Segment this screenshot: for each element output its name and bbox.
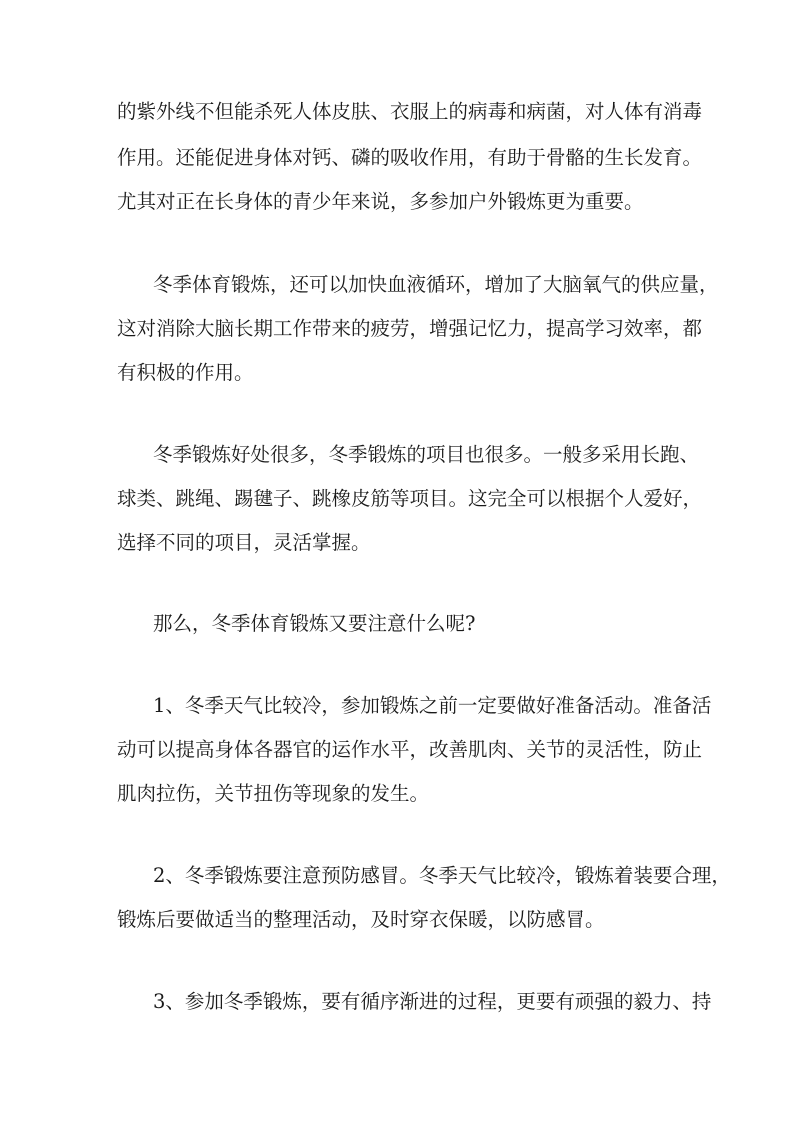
paragraph-1-line-3: 尤其对正在长身体的青少年来说，多参加户外锻炼更为重要。 [117,190,644,213]
paragraph-3-line-1: 冬季锻炼好处很多，冬季锻炼的项目也很多。一般多采用长跑、 [153,443,700,466]
paragraph-2-line-3: 有积极的作用。 [117,361,254,384]
paragraph-5-line-2: 动可以提高身体各器官的运作水平，改善肌肉、关节的灵活性，防止 [117,738,703,761]
paragraph-7-line-1: 3、参加冬季锻炼，要有循序渐进的过程，更要有顽强的毅力、持 [153,990,712,1013]
paragraph-6-line-2: 锻炼后要做适当的整理活动，及时穿衣保暖，以防感冒。 [117,908,605,931]
paragraph-5-line-3: 肌肉拉伤，关节扭伤等现象的发生。 [117,782,430,805]
paragraph-6-line-1: 2、冬季锻炼要注意预防感冒。冬季天气比较冷，锻炼着装要合理， [153,864,731,887]
paragraph-3-line-3: 选择不同的项目，灵活掌握。 [117,531,371,554]
paragraph-5-line-1: 1、冬季天气比较冷，参加锻炼之前一定要做好准备活动。准备活 [153,694,712,717]
paragraph-3-line-2: 球类、跳绳、踢毽子、跳橡皮筋等项目。这完全可以根据个人爱好， [117,487,703,510]
paragraph-2-line-1: 冬季体育锻炼，还可以加快血液循环，增加了大脑氧气的供应量， [153,273,719,296]
paragraph-4-line-1: 那么，冬季体育锻炼又要注意什么呢? [153,612,476,635]
paragraph-1-line-1: 的紫外线不但能杀死人体皮肤、衣服上的病毒和病菌，对人体有消毒 [117,100,703,123]
paragraph-1-line-2: 作用。还能促进身体对钙、磷的吸收作用，有助于骨骼的生长发育。 [117,146,703,169]
paragraph-2-line-2: 这对消除大脑长期工作带来的疲劳，增强记忆力，提高学习效率，都 [117,317,703,340]
